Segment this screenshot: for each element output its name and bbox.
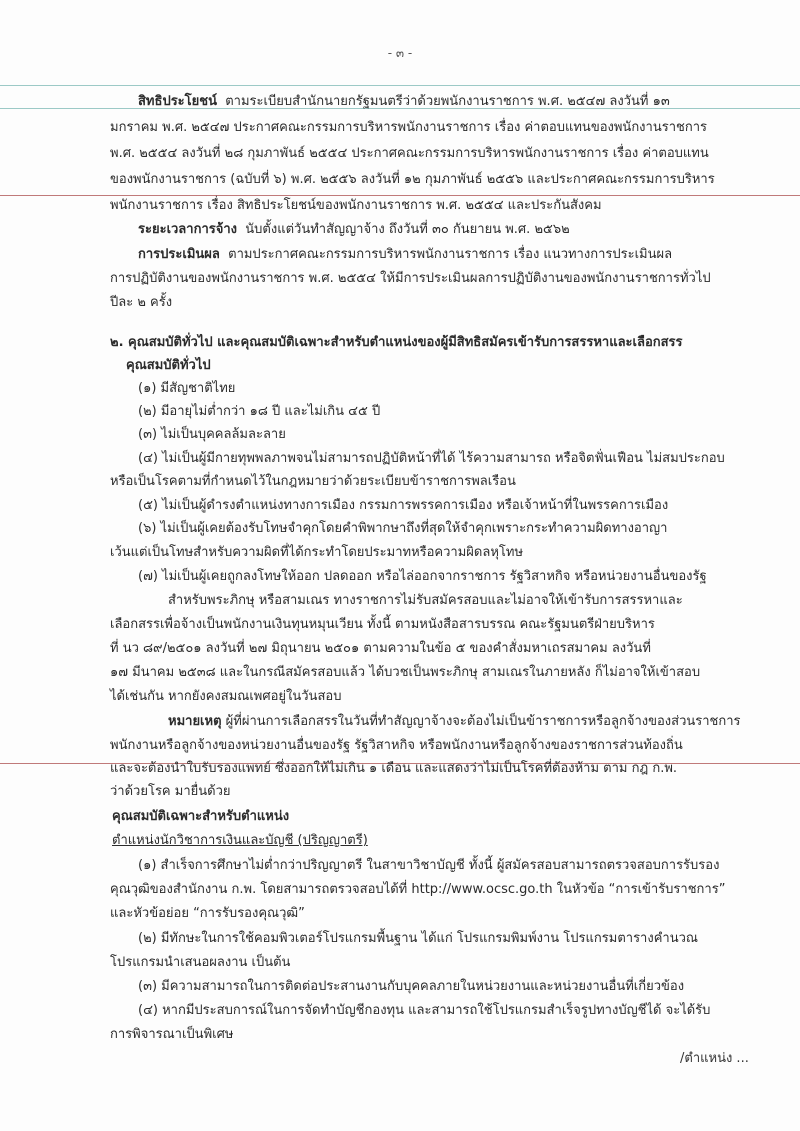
evaluation-line: ปีละ ๒ ครั้ง — [110, 295, 173, 310]
benefits-line: ของพนักงานราชการ (ฉบับที่ ๖) พ.ศ. ๒๕๕๖ ลงวันที่ ๑๒ กุมภาพันธ์ ๒๕๕๖ และประกาศคณะกรรมการบริหาร — [110, 172, 715, 187]
specific-item: (๑) สำเร็จการศึกษาไม่ต่ำกว่าปริญญาตรี ในสาขาวิชาบัญชี ทั้งนี้ ผู้สมัครสอบสามารถตรวจสอบการรับรอง — [138, 858, 720, 873]
qualification-item-cont: เว้นแต่เป็นโทษสำหรับความผิดที่ได้กระทำโดยประมาทหรือความผิดลหุโทษ — [110, 545, 524, 560]
evaluation-heading: การประเมินผล — [138, 247, 220, 262]
qualification-item: (๗) ไม่เป็นผู้เคยถูกลงโทษให้ออก ปลดออก หรือไล่ออกจากราชการ รัฐวิสาหกิจ หรือหน่วยงานอื่นของรัฐ — [138, 569, 707, 584]
monk-clause-cont: ๑๗ มีนาคม ๒๕๓๘ และในกรณีสมัครสอบแล้ว ได้บวชเป็นพระภิกษุ สามเณรในภายหลัง ก็ไม่อาจให้เข้าสอบ — [110, 665, 701, 680]
employment-period: ระยะเวลาการจ้าง นับตั้งแต่วันทำสัญญาจ้าง ถึงวันที่ ๓๐ กันยายน พ.ศ. ๒๕๖๒ — [138, 222, 570, 237]
scan-artifact-line — [0, 195, 800, 196]
qualification-item-cont: หรือเป็นโรคตามที่กำหนดไว้ในกฎหมายว่าด้วยระเบียบข้าราชการพลเรือน — [110, 474, 516, 489]
qualification-item: (๖) ไม่เป็นผู้เคยต้องรับโทษจำคุกโดยคำพิพากษาถึงที่สุดให้จำคุกเพราะกระทำความผิดทางอาญา — [138, 521, 668, 536]
monk-clause: สำหรับพระภิกษุ หรือสามเณร ทางราชการไม่รับสมัครสอบและไม่อาจให้เข้ารับการสรรหาและ — [168, 593, 683, 608]
section-2-heading: ๒. คุณสมบัติทั่วไป และคุณสมบัติเฉพาะสำหรับตำแหน่งของผู้มีสิทธิสมัครเข้ารับการสรรหาและเลือกสรร — [110, 335, 683, 350]
scan-artifact-line — [0, 85, 800, 86]
note-heading: หมายเหตุ — [168, 714, 222, 729]
benefits-line: พ.ศ. ๒๕๕๔ ลงวันที่ ๒๘ กุมภาพันธ์ ๒๕๕๔ ประกาศคณะกรรมการบริหารพนักงานราชการ เรื่อง ค่าตอบแทน — [110, 146, 709, 161]
evaluation-line: การประเมินผล ตามประกาศคณะกรรมการบริหารพนักงานราชการ เรื่อง แนวทางการประเมินผล — [138, 247, 673, 262]
page-number: - ๓ - — [387, 46, 413, 60]
specific-item: (๒) มีทักษะในการใช้คอมพิวเตอร์โปรแกรมพื้นฐาน ได้แก่ โปรแกรมพิมพ์งาน โปรแกรมตารางคำนวณ — [138, 931, 698, 946]
specific-item: (๔) หากมีประสบการณ์ในการจัดทำบัญชีกองทุน และสามารถใช้โปรแกรมสำเร็จรูปทางบัญชีได้ จะได้รับ — [138, 1003, 711, 1018]
qualification-item: (๑) มีสัญชาติไทย — [138, 381, 236, 396]
monk-clause-cont: เลือกสรรเพื่อจ้างเป็นพนักงานเงินทุนหมุนเวียน ทั้งนี้ ตามหนังสือสารบรรณ คณะรัฐมนตรีฝ่ายบริหาร — [110, 617, 655, 632]
general-qualifications-heading: คุณสมบัติทั่วไป — [126, 358, 211, 373]
specific-item-cont: คุณวุฒิของสำนักงาน ก.พ. โดยสามารถตรวจสอบได้ที่ http://www.ocsc.go.th ในหัวข้อ “การเข้ารับราชการ” — [110, 882, 726, 897]
qualification-item: (๒) มีอายุไม่ต่ำกว่า ๑๘ ปี และไม่เกิน ๔๕ ปี — [138, 404, 381, 419]
position-title: ตำแหน่งนักวิชาการเงินและบัญชี (ปริญญาตรี) — [112, 833, 368, 848]
benefits-line: มกราคม พ.ศ. ๒๕๔๗ ประกาศคณะกรรมการบริหารพนักงานราชการ เรื่อง ค่าตอบแทนของพนักงานราชการ — [110, 120, 707, 135]
continuation-marker: /ตำแหน่ง ... — [680, 1051, 749, 1066]
monk-clause-cont: ที่ นว ๘๙/๒๕๐๑ ลงวันที่ ๒๗ มิถุนายน ๒๕๐๑ ตามความในข้อ ๕ ของคำสั่งมหาเถรสมาคม ลงวันที่ — [110, 641, 651, 656]
note-line: พนักงานหรือลูกจ้างของหน่วยงานอื่นของรัฐ รัฐวิสาหกิจ หรือพนักงานหรือลูกจ้างของราชการส่วนท้องถิ่น — [110, 738, 683, 753]
monk-clause-cont: ได้เช่นกัน หากยังคงสมณเพศอยู่ในวันสอบ — [110, 689, 342, 704]
specific-item-cont: โปรแกรมนำเสนอผลงาน เป็นต้น — [110, 955, 291, 970]
qualification-item: (๔) ไม่เป็นผู้มีกายทุพพลภาพจนไม่สามารถปฏิบัติหน้าที่ได้ ไร้ความสามารถ หรือจิตฟั่นเฟือน ไม่สมประกอบ — [138, 451, 725, 466]
benefits-heading: สิทธิประโยชน์ — [138, 94, 217, 109]
note-line: หมายเหตุ ผู้ที่ผ่านการเลือกสรรในวันที่ทำสัญญาจ้างจะต้องไม่เป็นข้าราชการหรือลูกจ้างของส่วนราชการ — [168, 714, 741, 729]
note-line: ว่าด้วยโรค มายื่นด้วย — [110, 784, 231, 799]
benefits-line: สิทธิประโยชน์ ตามระเบียบสำนักนายกรัฐมนตรีว่าด้วยพนักงานราชการ พ.ศ. ๒๕๔๗ ลงวันที่ ๑๓ — [138, 94, 670, 109]
specific-item: (๓) มีความสามารถในการติดต่อประสานงานกับบุคคลภายในหน่วยงานและหน่วยงานอื่นที่เกี่ยวข้อง — [138, 979, 685, 994]
evaluation-line: การปฏิบัติงานของพนักงานราชการ พ.ศ. ๒๕๕๔ ให้มีการประเมินผลการปฏิบัติงานของพนักงานราชการทั่วไป — [110, 271, 711, 286]
qualification-item: (๕) ไม่เป็นผู้ดำรงตำแหน่งทางการเมือง กรรมการพรรคการเมือง หรือเจ้าหน้าที่ในพรรคการเมือง — [138, 498, 669, 513]
benefits-line: พนักงานราชการ เรื่อง สิทธิประโยชน์ของพนักงานราชการ พ.ศ. ๒๕๕๔ และประกันสังคม — [110, 198, 602, 213]
specific-qualifications-heading: คุณสมบัติเฉพาะสำหรับตำแหน่ง — [112, 809, 290, 824]
specific-item-cont: และหัวข้อย่อย “การรับรองคุณวุฒิ” — [110, 906, 305, 921]
employment-period-heading: ระยะเวลาการจ้าง — [138, 222, 237, 237]
specific-item-cont: การพิจารณาเป็นพิเศษ — [110, 1027, 234, 1042]
qualification-item: (๓) ไม่เป็นบุคคลล้มละลาย — [138, 427, 286, 442]
note-line: และจะต้องนำใบรับรองแพทย์ ซึ่งออกให้ไม่เกิน ๑ เดือน และแสดงว่าไม่เป็นโรคที่ต้องห้าม ตาม กฎ ก.พ. — [110, 761, 678, 776]
